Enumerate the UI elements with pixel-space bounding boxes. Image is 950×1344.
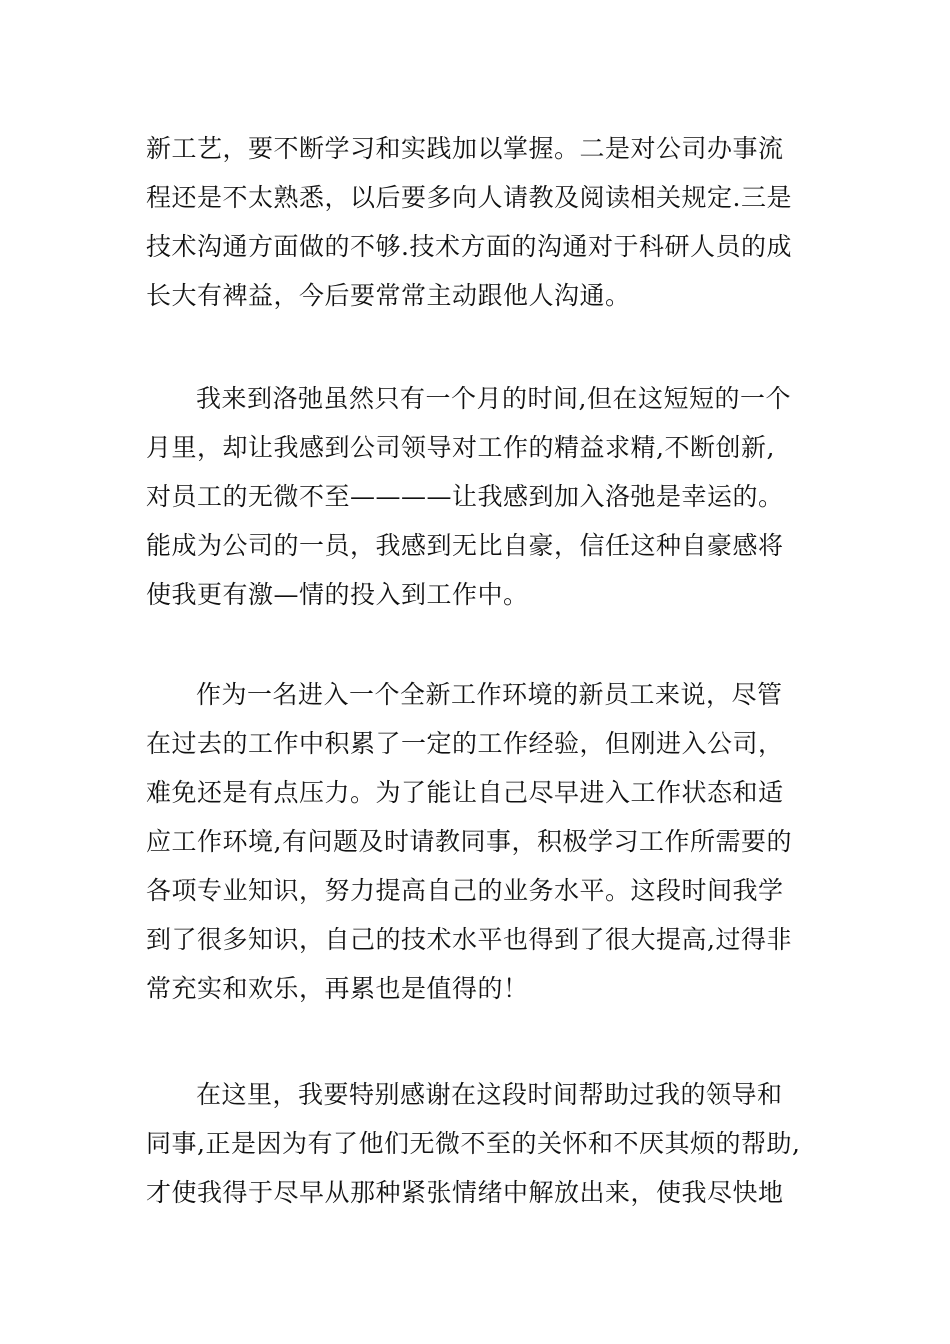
- paragraph-2: [146, 374, 816, 619]
- text-line: 作为一名进入一个全新工作环境的新员工来说，尽管: [196, 680, 783, 709]
- text-line: 应工作环境,有问题及时请教同事，积极学习工作所需要的: [146, 827, 792, 856]
- paragraph-1: [146, 124, 816, 320]
- paragraph-4: [146, 1070, 816, 1217]
- text-line: 难免还是有点压力。为了能让自己尽早进入工作状态和适: [146, 778, 784, 807]
- text-line: 对员工的无微不至————让我感到加入洛弛是幸运的。: [146, 482, 784, 511]
- text-line: 各项专业知识，努力提高自己的业务水平。这段时间我学: [146, 876, 784, 905]
- text-line: 月里，却让我感到公司领导对工作的精益求精,不断创新,: [146, 433, 775, 462]
- text-line: 我来到洛弛虽然只有一个月的时间,但在这短短的一个: [196, 384, 791, 413]
- text-line: 到了很多知识，自己的技术水平也得到了很大提高,过得非: [146, 925, 792, 954]
- text-line: 常充实和欢乐，再累也是值得的！: [146, 974, 529, 1003]
- text-line: 技术沟通方面做的不够.技术方面的沟通对于科研人员的成: [146, 232, 792, 261]
- text-line: 才使我得于尽早从那种紧张情绪中解放出来，使我尽快地: [146, 1178, 784, 1207]
- text-line: 程还是不太熟悉，以后要多向人请教及阅读相关规定.三是: [146, 183, 792, 212]
- paragraph-3: [146, 670, 816, 1013]
- text-line: 在这里，我要特别感谢在这段时间帮助过我的领导和: [196, 1080, 783, 1109]
- text-line: 在过去的工作中积累了一定的工作经验，但刚进入公司，: [146, 729, 784, 758]
- text-line: 新工艺，要不断学习和实践加以掌握。二是对公司办事流: [146, 134, 784, 163]
- text-line: 使我更有激—情的投入到工作中。: [146, 580, 529, 609]
- text-line: 能成为公司的一员，我感到无比自豪，信任这种自豪感将: [146, 531, 784, 560]
- text-line: 同事,正是因为有了他们无微不至的关怀和不厌其烦的帮助,: [146, 1129, 801, 1158]
- text-line: 长大有裨益，今后要常常主动跟他人沟通。: [146, 281, 631, 310]
